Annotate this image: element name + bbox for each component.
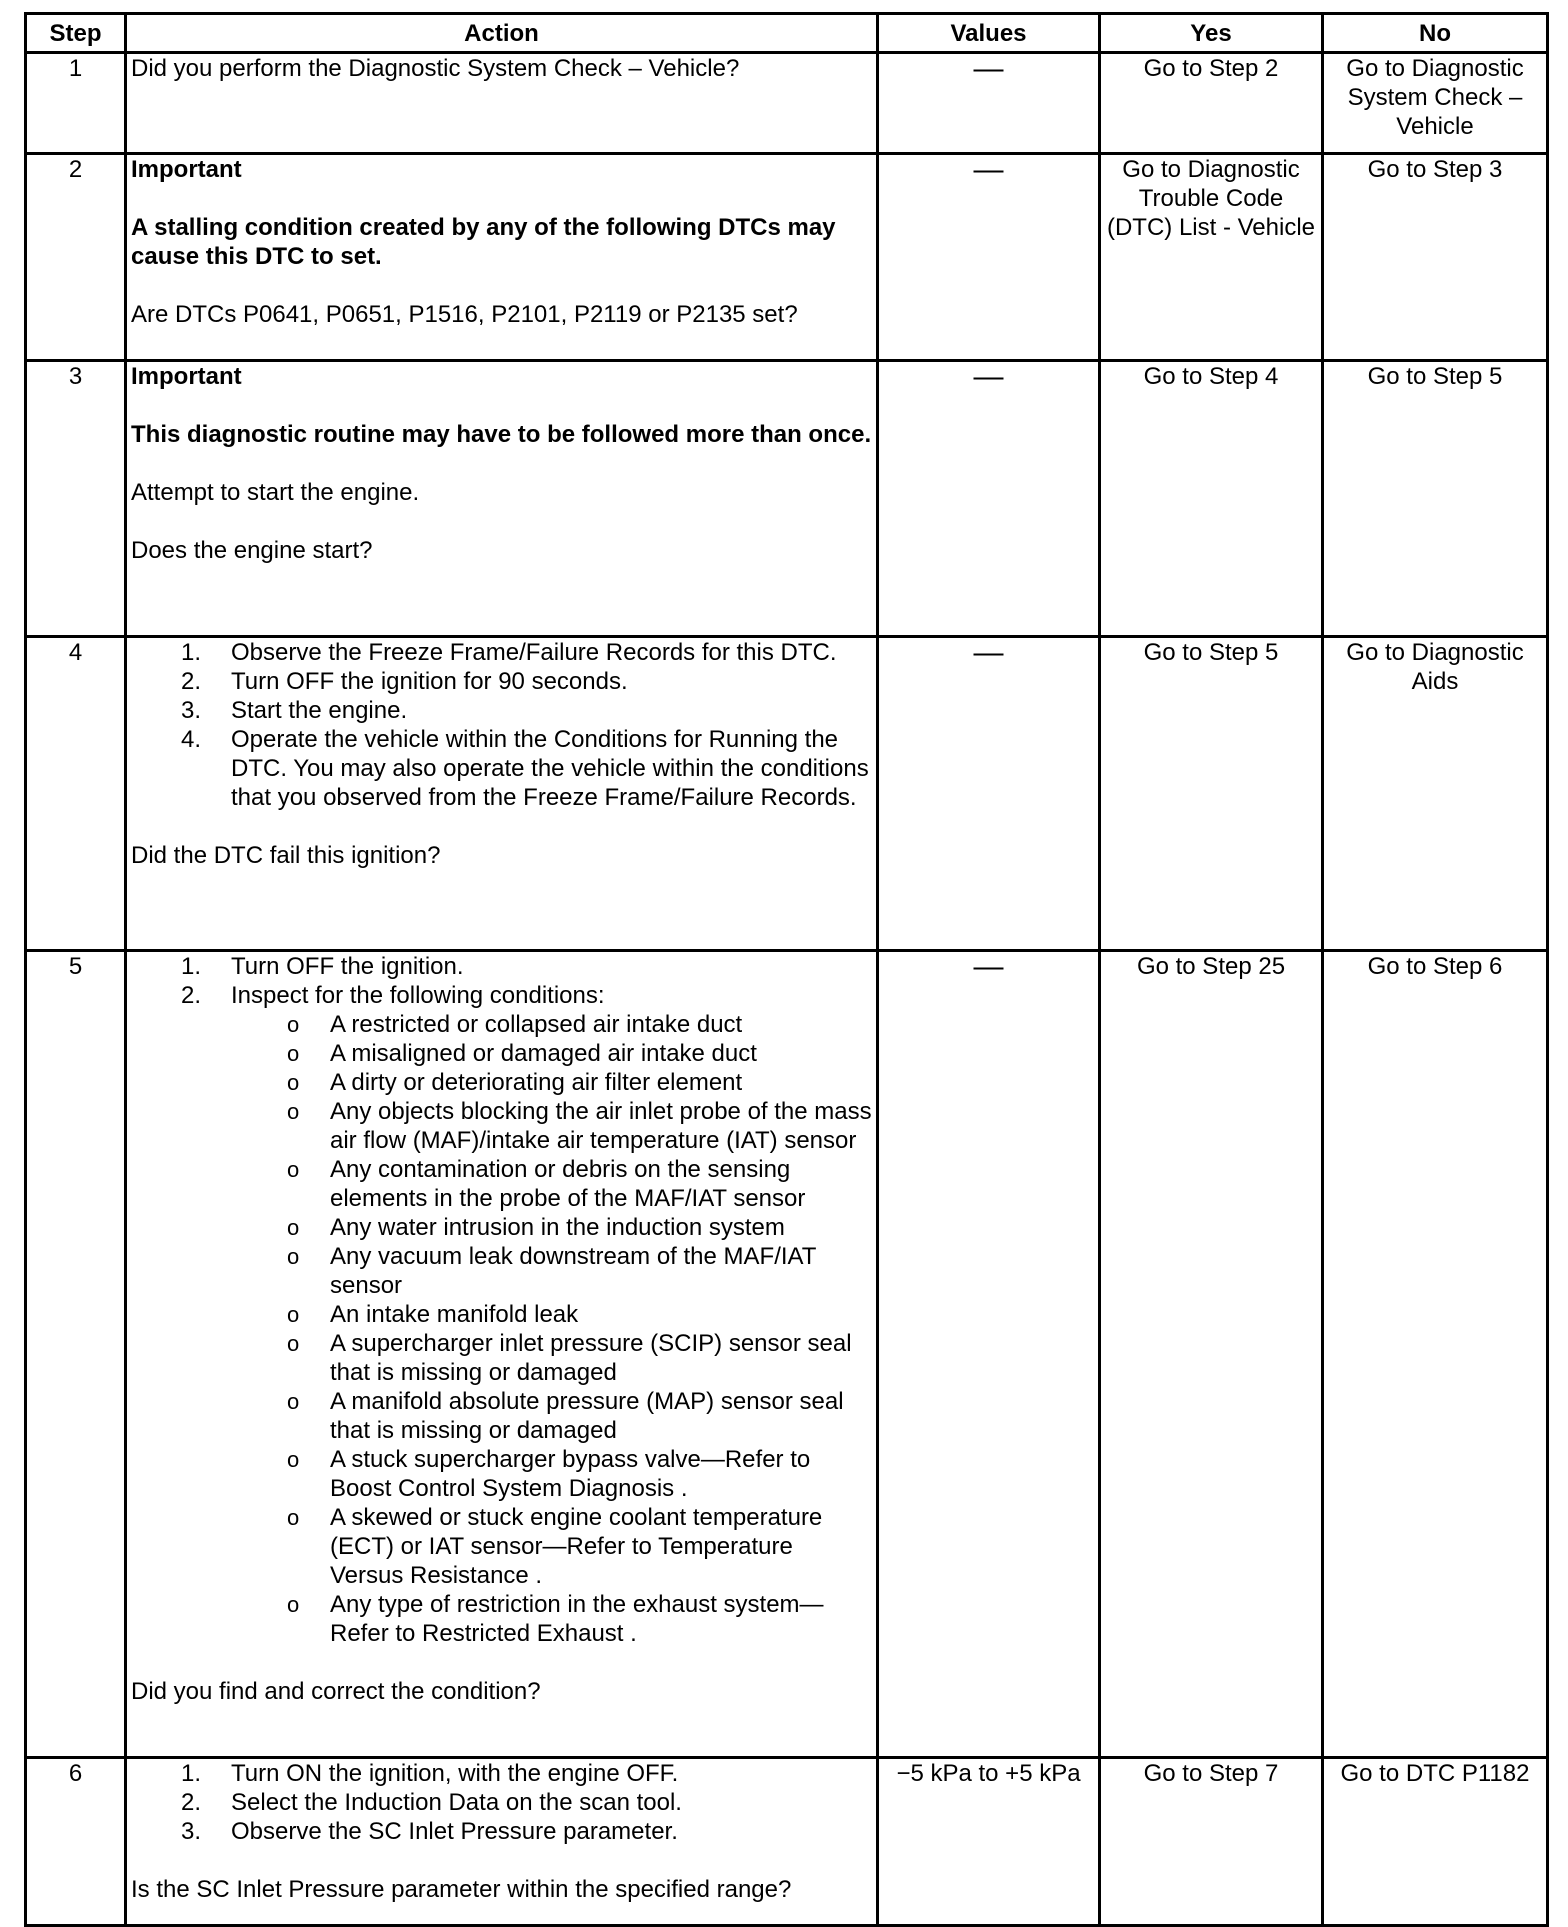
condition-item: o A skewed or stuck engine coolant temperature (ECT) or IAT sensor—Refer to Temperature Versus Resistance . — [287, 1504, 823, 1589]
values-cell: −5 kPa to +5 kPa — [878, 1758, 1100, 1926]
step-number: 3 — [26, 361, 126, 637]
condition-item: o Any water intrusion in the induction system — [287, 1214, 785, 1241]
step-number: 1 — [26, 53, 126, 154]
numbered-steps — [131, 1759, 872, 1846]
list-item: 2. Turn OFF the ignition for 90 seconds. — [181, 668, 628, 695]
no-cell: Go to Diagnostic Aids — [1323, 637, 1548, 951]
condition-item: o Any objects blocking the air inlet probe of the mass air flow (MAF)/intake air temperature (IAT) sensor — [287, 1098, 872, 1154]
step-number: 5 — [26, 951, 126, 1758]
step-number: 2 — [26, 154, 126, 361]
action-cell — [126, 154, 878, 361]
action-cell — [126, 53, 878, 154]
no-cell: Go to Step 5 — [1323, 361, 1548, 637]
yes-cell: Go to Step 5 — [1100, 637, 1323, 951]
conditions-list — [231, 1010, 872, 1648]
condition-item: o A manifold absolute pressure (MAP) sensor seal that is missing or damaged — [287, 1388, 844, 1444]
important-label: Important — [131, 363, 242, 390]
condition-item: o A dirty or deteriorating air filter element — [287, 1069, 743, 1096]
condition-item: o A misaligned or damaged air intake duct — [287, 1040, 757, 1067]
instruction-text: Attempt to start the engine. — [131, 479, 420, 506]
header-action: Action — [126, 14, 878, 53]
important-note: A stalling condition created by any of the following DTCs may cause this DTC to set. — [131, 214, 836, 270]
values-cell: — — [878, 53, 1100, 154]
list-item: 1. Turn OFF the ignition. — [181, 953, 464, 980]
action-cell — [126, 1758, 878, 1926]
no-cell: Go to Diagnostic System Check – Vehicle — [1323, 53, 1548, 154]
list-item: 1. Turn ON the ignition, with the engine OFF. — [181, 1760, 679, 1787]
values-cell: — — [878, 951, 1100, 1758]
header-yes: Yes — [1100, 14, 1323, 53]
action-cell — [126, 361, 878, 637]
no-cell: Go to Step 6 — [1323, 951, 1548, 1758]
step-number: 6 — [26, 1758, 126, 1926]
condition-item: o A stuck supercharger bypass valve—Refer to Boost Control System Diagnosis . — [287, 1446, 811, 1502]
values-cell: — — [878, 361, 1100, 637]
condition-item: o A supercharger inlet pressure (SCIP) sensor seal that is missing or damaged — [287, 1330, 852, 1386]
list-item: 3. Start the engine. — [181, 697, 408, 724]
condition-item: o Any vacuum leak downstream of the MAF/IAT sensor — [287, 1243, 816, 1299]
table-row — [26, 361, 1548, 637]
table-row — [26, 1758, 1548, 1926]
condition-item: o A restricted or collapsed air intake duct — [287, 1011, 743, 1038]
yes-cell: Go to Step 2 — [1100, 53, 1323, 154]
numbered-steps — [131, 952, 872, 1648]
question-text: Does the engine start? — [131, 537, 373, 564]
diagnostic-table — [24, 12, 1549, 1927]
condition-item: o Any type of restriction in the exhaust system—Refer to Restricted Exhaust . — [287, 1591, 824, 1647]
yes-cell: Go to Diagnostic Trouble Code (DTC) List - Vehicle — [1100, 154, 1323, 361]
list-item: 2. Inspect for the following conditions: o A restricted or collapsed air intake duct o A misaligned or damaged air intake duct o A dirty or deteriorating air filter element o Any objects blocking the air inlet probe of the mass air flow (MAF)/intake air temperature (IAT) sensor o Any contamination or debris on the sensing elements in the probe of the MAF/IAT sensor o Any water intrusion in the induction system o Any vacuum leak downstream of the MAF/IAT sensor o An intake manifold leak o A supercharger inlet pressure (SCIP) sensor seal that is missing or damaged o A manifold absolute pressure (MAP) sensor seal that is missing or damaged o A stuck supercharger bypass valve—Refer to Boost Control System Diagnosis . o A skewed or stuck engine coolant temperature (ECT) or IAT sensor—Refer to Temperature Versus Resistance . o Any type of restriction in the exhaust system—Refer to Restricted Exhaust . — [131, 981, 872, 1648]
yes-cell: Go to Step 4 — [1100, 361, 1323, 637]
values-cell: — — [878, 637, 1100, 951]
table-row — [26, 154, 1548, 361]
list-item: 2. Select the Induction Data on the scan tool. — [181, 1789, 682, 1816]
important-note: This diagnostic routine may have to be followed more than once. — [131, 421, 872, 448]
no-cell: Go to DTC P1182 — [1323, 1758, 1548, 1926]
question-text: Are DTCs P0641, P0651, P1516, P2101, P2119 or P2135 set? — [131, 301, 798, 328]
numbered-steps — [131, 638, 872, 812]
header-row — [26, 14, 1548, 53]
list-item: 1. Observe the Freeze Frame/Failure Records for this DTC. — [181, 639, 837, 666]
important-label: Important — [131, 156, 242, 183]
no-cell: Go to Step 3 — [1323, 154, 1548, 361]
step-number: 4 — [26, 637, 126, 951]
list-item: 3. Observe the SC Inlet Pressure parameter. — [181, 1818, 678, 1845]
question-text: Did the DTC fail this ignition? — [131, 842, 441, 869]
condition-item: o An intake manifold leak — [287, 1301, 579, 1328]
question-text: Did you find and correct the condition? — [131, 1678, 541, 1705]
table-row — [26, 951, 1548, 1758]
question-text: Did you perform the Diagnostic System Check – Vehicle? — [131, 55, 740, 82]
values-cell: — — [878, 154, 1100, 361]
yes-cell: Go to Step 7 — [1100, 1758, 1323, 1926]
action-cell — [126, 637, 878, 951]
header-no: No — [1323, 14, 1548, 53]
condition-item: o Any contamination or debris on the sensing elements in the probe of the MAF/IAT sensor — [287, 1156, 806, 1212]
list-item: 4. Operate the vehicle within the Conditions for Running the DTC. You may also operate the vehicle within the conditions that you observed from the Freeze Frame/Failure Records. — [181, 726, 869, 811]
question-text: Is the SC Inlet Pressure parameter within the specified range? — [131, 1876, 792, 1903]
yes-cell: Go to Step 25 — [1100, 951, 1323, 1758]
action-cell — [126, 951, 878, 1758]
table-row — [26, 53, 1548, 154]
header-values: Values — [878, 14, 1100, 53]
table-row — [26, 637, 1548, 951]
header-step: Step — [26, 14, 126, 53]
